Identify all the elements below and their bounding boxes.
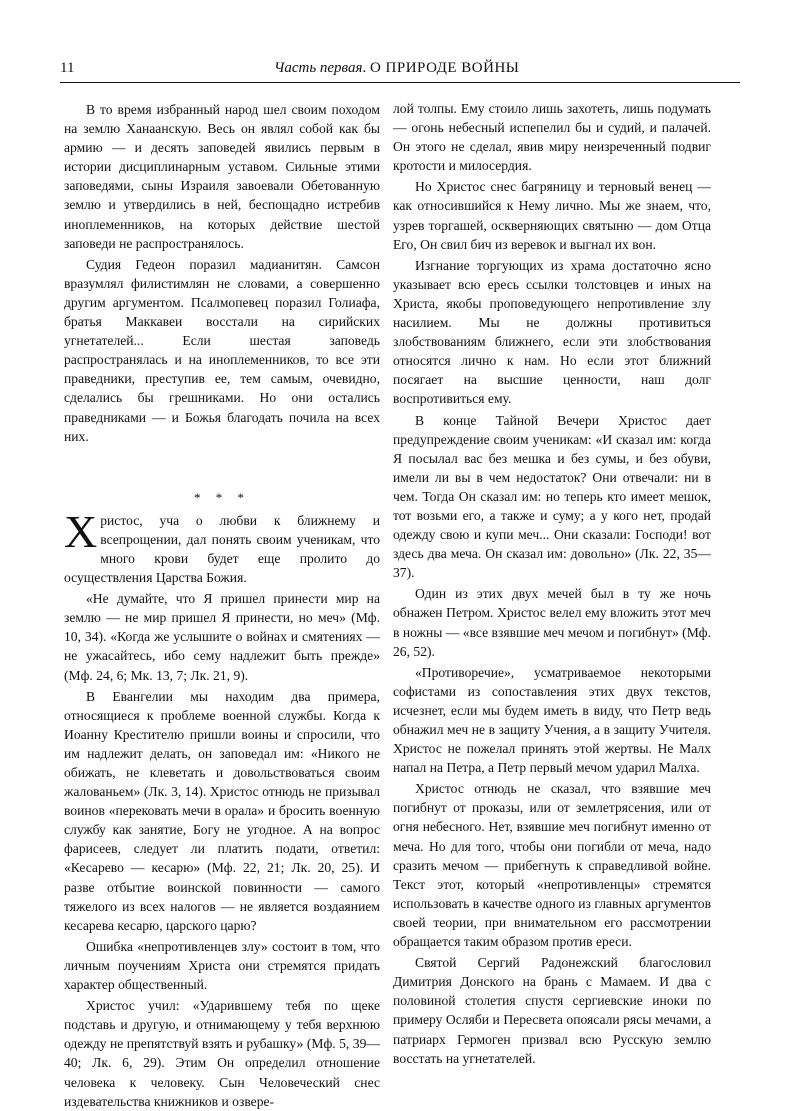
right-column [393, 99, 711, 1068]
paragraph: Судия Гедеон поразил мадианитян. Самсон вразумлял филистимлян не словами, а совершенно другим аргументом. Псалмопевец поразил Голиафа, братья Маккавеи восстали на сирийских угнетателей... Если шестая заповедь распространялась и на иноплеменников, то все эти праведники, преступив ее, тем самым, очевидно, сделались бы грешниками. Но они остались праведниками — и Божья благодать почила на всех них. [64, 256, 380, 444]
paragraph: Один из этих двух мечей был в ту же ночь обнажен Петром. Христос велел ему вложить этот меч в ножны — «все взявшие меч мечом и погибнут» (Мф. 26, 52). [393, 586, 711, 659]
paragraph: «Противоречие», усматриваемое некоторыми софистами из сопоставления этих двух текстов, исчезнет, если мы будем иметь в виду, что Петр ведь обнажил меч не в защиту Учения, а в защиту Учителя. Христос не пожелал принять этой жертвы. Не Малх напал на Петра, а Петр первый мечом ударил Малха. [393, 664, 711, 776]
left-column [64, 100, 380, 1111]
paragraph: Ошибка «непротивленцев злу» состоит в том, что личным поучениям Христа они стремятся придать характер общественный. [64, 938, 380, 993]
paragraph-with-dropcap [64, 505, 380, 587]
paragraph: В то время избранный народ шел своим походом на землю Ханаанскую. Весь он являл собой как бы армию — и десять заповедей явились первым в истории дисциплинарным уставом. Сильные этими заповедями, сыны Израиля завоевали Обетованную землю и утвердились в ней, беспощадно истребив иноплеменников, на которых действие шестой заповеди не распространялось. [64, 102, 380, 251]
section-separator: * * * [194, 489, 250, 505]
paragraph: Христос отнюдь не сказал, что взявшие меч погибнут от проказы, или от землетрясения, или от огня небесного. Нет, взявшие меч погибнут именно от меча. Но для того, чтобы они погибли от меча, надо сразить мечом — прибегнуть к справедливой войне. Текст этот, который «непротивленцы» стремятся использовать в качестве одного из главных аргументов своей теории, при внимательном его рассмотрении обращается таким образом против ереси. [393, 781, 711, 950]
drop-cap: Х [64, 505, 98, 557]
running-title [274, 60, 519, 77]
title-separator: . [362, 60, 370, 76]
page-number: 11 [60, 60, 75, 76]
chapter-title: О ПРИРОДЕ ВОЙНЫ [369, 60, 520, 76]
paragraph-text: ристос, уча о любви к ближнему и всепрощении, дал понять своим ученикам, что много крови будет еще пролито до осуществления Царства Божия. [64, 512, 380, 586]
paragraph: Святой Сергий Радонежский благословил Димитрия Донского на брань с Мамаем. И два с половиной столетия спустя сергиевские иноки по примеру Осляби и Пересвета опоясали рясы мечами, а патриарх Гермоген призвал всю Русскую землю восстать на угнетателей. [393, 955, 711, 1066]
paragraph: Христос учил: «Ударившему тебя по щеке подставь и другую, и отнимающему у тебя верхнюю одежду не препятствуй взять и рубашку» (Мф. 5, 39—40; Лк. 6, 29). Этим Он определил отношение человека к человеку. Сын Человеческий снес издевательства книжников и озвере- [64, 998, 380, 1109]
page-header [60, 60, 740, 86]
paragraph: Изгнание торгующих из храма достаточно ясно указывает всю ересь ссылки толстовцев и иных на Христа, якобы проповедующего непротивление злу насилием. Мы не должны противиться злобствованиям ближнего, если эти злобствования относятся лично к нам. Но если этот ближний посягает на высшие ценности, наш долг воспротивиться ему. [393, 257, 711, 407]
part-label: Часть первая [274, 60, 363, 76]
paragraph: В Евангелии мы находим два примера, относящиеся к проблеме военной службы. Когда к Иоанну Крестителю пришли воины и спросили, что им надлежит делать, он заповедал им: «Никого не обижать, не клеветать и довольствоваться своим жалованьем» (Лк. 3, 14). Христос отнюдь не призывал воинов «перековать мечи в орала» и бросить военную службу как занятие, Богу не угодное. А на вопрос фарисеев, следует ли платить подати, ответил: «Кесарево — кесарю» (Мф. 22, 21; Лк. 20, 25). И разве отбытие воинской повинности — самого тяжелого из всех налогов — не является воздаянием кесарева кесарю, царского царю? [64, 688, 380, 933]
paragraph: В конце Тайной Вечери Христос дает предупреждение своим ученикам: «И сказал им: когда Я посылал вас без мешка и без сумы, и без обуви, имели ли вы в чем недостаток? Они отвечали: ни в чем. Тогда Он сказал им: но теперь кто имеет мешок, тот возьми его, а также и суму; а у кого нет, продай одежду свою и купи меч... Они сказали: Господи! вот здесь два меча. Он сказал им: довольно» (Лк. 22, 35—37). [393, 412, 711, 581]
paragraph: Но Христос снес багряницу и терновый венец — как относившийся к Нему лично. Мы же знаем, что, узрев торгашей, оскверняющих святыню — дом Отца Его, Он свил бич из веревок и выгнал их вон. [393, 179, 711, 252]
paragraph: «Не думайте, что Я пришел принести мир на землю — не мир пришел Я принести, но меч» (Мф. 10, 34). «Когда же услышите о войнах и смятениях — не ужасайтесь, ибо сему надлежит быть прежде» (Мф. 24, 6; Мк. 13, 7; Лк. 21, 9). [64, 591, 380, 683]
header-rule [60, 82, 740, 83]
paragraph: лой толпы. Ему стоило лишь захотеть, лишь подумать — огонь небесный испепелил бы и судий, и палачей. Он этого не сделал, явив миру неизреченный подвиг кротости и милосердия. [393, 101, 711, 174]
